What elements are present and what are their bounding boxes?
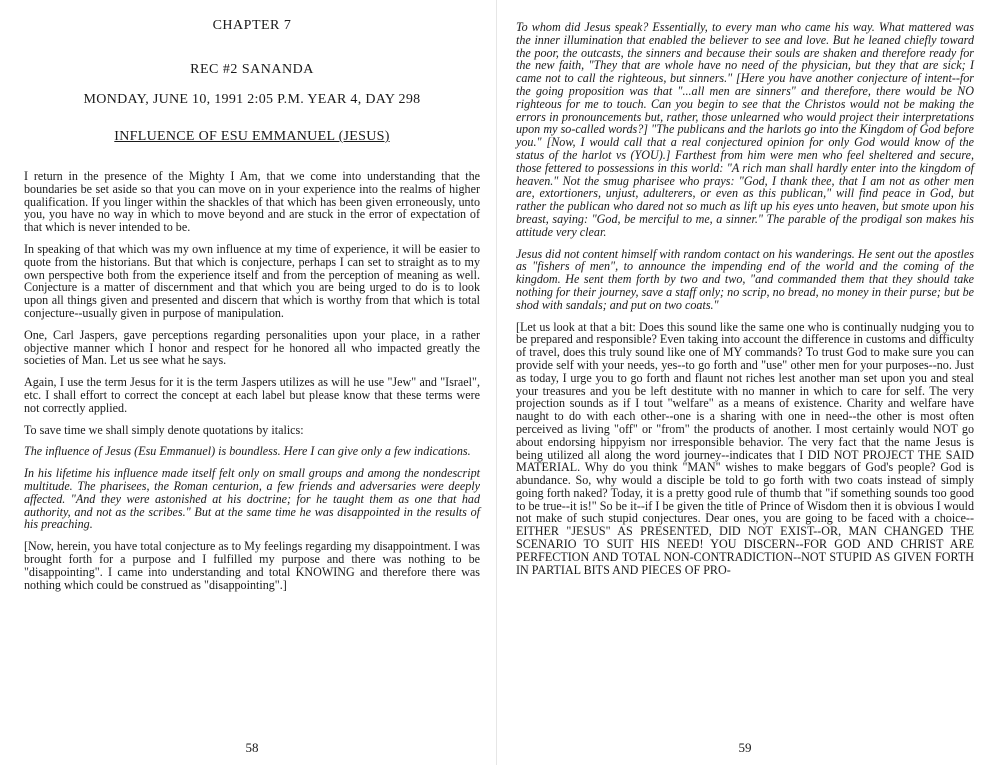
dateline: MONDAY, JUNE 10, 1991 2:05 P.M. YEAR 4, DAY 298 (83, 92, 421, 107)
paragraph: To save time we shall simply denote quotations by italics: (24, 422, 304, 437)
paragraph: Again, I use the term Jesus for it is the term Jaspers utilizes as will he use "Jew" and "Israel", etc. I shall effort to correct the concept at each label but please know that these terms were not correctly applied. (24, 375, 480, 415)
page-number-left: 58 (245, 740, 259, 755)
left-page-body (24, 170, 480, 600)
section-subtitle: INFLUENCE OF ESU EMMANUEL (JESUS) (114, 129, 390, 144)
chapter-heading: CHAPTER 7 (212, 18, 292, 33)
left-page (24, 0, 480, 765)
rec-heading: REC #2 SANANDA (190, 62, 314, 77)
quotation: Jesus did not content himself with random contact on his wanderings. He sent out the apostles as "fishers of men", to announce the impending end of the world and the coming of the kingdom. He sent them forth by two and two, "and commanded them that they should take nothing for their journey, save a staff only; no scrip, no bread, no money in their purse; but be shod with sandals; and put on two coats." (516, 246, 974, 312)
quotation: In his lifetime his influence made itself felt only on small groups and among the nondescript multitude. The pharisees, the Roman centurion, a few friends and adversaries were deeply affected. "And they were astonished at his doctrine; for he taught them as one that had authority, and not as the scribes." But at the same time he was disappointed in the results of his preaching. (24, 466, 480, 532)
paragraph: I return in the presence of the Mighty I Am, that we come into understanding that the boundaries be set aside so that you can move on in your experience into the realms of higher qualification. If you linger within the shackles of that which has been given erroneously, unto you, you have no way in which to move beyond and are stuck in the error of expectation of that which is never intended to be. (24, 169, 480, 235)
gutter-divider (496, 0, 497, 765)
page-number-right: 59 (738, 740, 752, 755)
quotation: The influence of Jesus (Esu Emmanuel) is boundless. Here I can give only a few indications. (24, 444, 471, 459)
paragraph: In speaking of that which was my own influence at my time of experience, it will be easier to quote from the historians. But that which is conjecture, perhaps I can set to straight as to my own perspective both from the experience itself and from the perception of meaning as well. Conjecture is a matter of discernment and that which you are being urged to do is to look upon all things given and presented and discern that which is worthy from that which is total conjecture--usually given in purpose of manipulation. (24, 241, 480, 320)
right-page-body (516, 21, 974, 585)
right-page (516, 0, 974, 765)
paragraph: [Let us look at that a bit: Does this sound like the same one who is continually nudging you to be prepared and responsible? Even taking into account the difference in customs and difficulty of travel, does this truly sound like one of MY commands? To trust God to make sure you can provide self with your needs, yes--to go forth and "use" other men for your purposes--no. Just as today, I urge you to go forth and flaunt not riches lest another man set upon you and steal your treasures and you be left destitute with no manner in which to care for self. The very projection sounds as if I tout "welfare" as a means of existence. Charity and welfare have naught to do with each other--one is a sharing with one in need--the other is most often perceived as living "off" or "from" the products of another. I most certainly would NOT go about endorsing hippyism nor irresponsible behavior. The very fact that the name Jesus is being utilized all along the word journey--indicates that I DID NOT PROJECT THE SAID MATERIAL. Why do you think "MAN" wishes to make beggars of God's people? God is abundance. So, why would a disciple be told to go forth with two coats instead of simply going forth naked? Today, it is a pretty good rule of thumb that "if something sounds too good to be true--it is!" So be it--if I be given the title of Prince of Wisdom then it is obvious I would not make of such stupid conjectures. Dear ones, you are going to be faced with a choice--EITHER "JESUS" AS PRESENTED, DID NOT EXIST--OR, MAN CHANGED THE SCENARIO TO SUIT HIS NEED! YOU DISCERN--FOR GOD AND CHRIST ARE PERFECTION AND TOTAL NON-CONTRADICTION--NOT STUPID AS GIVEN FORTH IN PARTIAL BITS AND PIECES OF PRO- (516, 319, 974, 577)
quotation: To whom did Jesus speak? Essentially, to every man who came his way. What mattered was the inner illumination that enabled the believer to see and love. But he leaned chiefly toward the poor, the outcasts, the sinners and because their souls are shaken and therefore ready for the new faith, "They that are whole have no need of the physician, but they that are sick; I came not to call the righteous, but sinners." [Here you have another conjecture of intent--for the going proposition was that "...all men are sinners" and therefore, there would be NO righteous for me to touch. Can you begin to see that the Christos would not be making the errors in pronouncements but, rather, those unlearned who would project their interpretations upon my so-called words?] "The publicans and the harlots go into the Kingdom of God before you." [Now, I would call that a real conjectured opinion for only God would know of the status of the harlot vs (YOU).] Farthest from him were men who feel sheltered and secure, those fettered to possessions in this world: "A rich man shall hardly enter into the kingdom of heaven." Not the smug pharisee who prays: "God, I thank thee, that I am not as other men are, extortioners, unjust, adulterers, or even as this publican," will find peace in God, but rather the publican who dared not so much as lift up his eyes unto heaven, but smote upon his breast, saying: "God, be merciful to me, a sinner." The parable of the prodigal son makes his attitude very clear. (516, 20, 974, 239)
paragraph: One, Carl Jaspers, gave perceptions regarding personalities upon your place, in a rather objective manner which I honor and respect for he honored all who impacted greatly the societies of Man. Let us see what he says. (24, 327, 480, 368)
paragraph: [Now, herein, you have total conjecture as to My feelings regarding my disappointment. I was brought forth for a purpose and I fulfilled my purpose and there was nothing to be "disappointing". I came into understanding and total KNOWING and therefore there was nothing which could be construed as "disappointing".] (24, 539, 480, 592)
